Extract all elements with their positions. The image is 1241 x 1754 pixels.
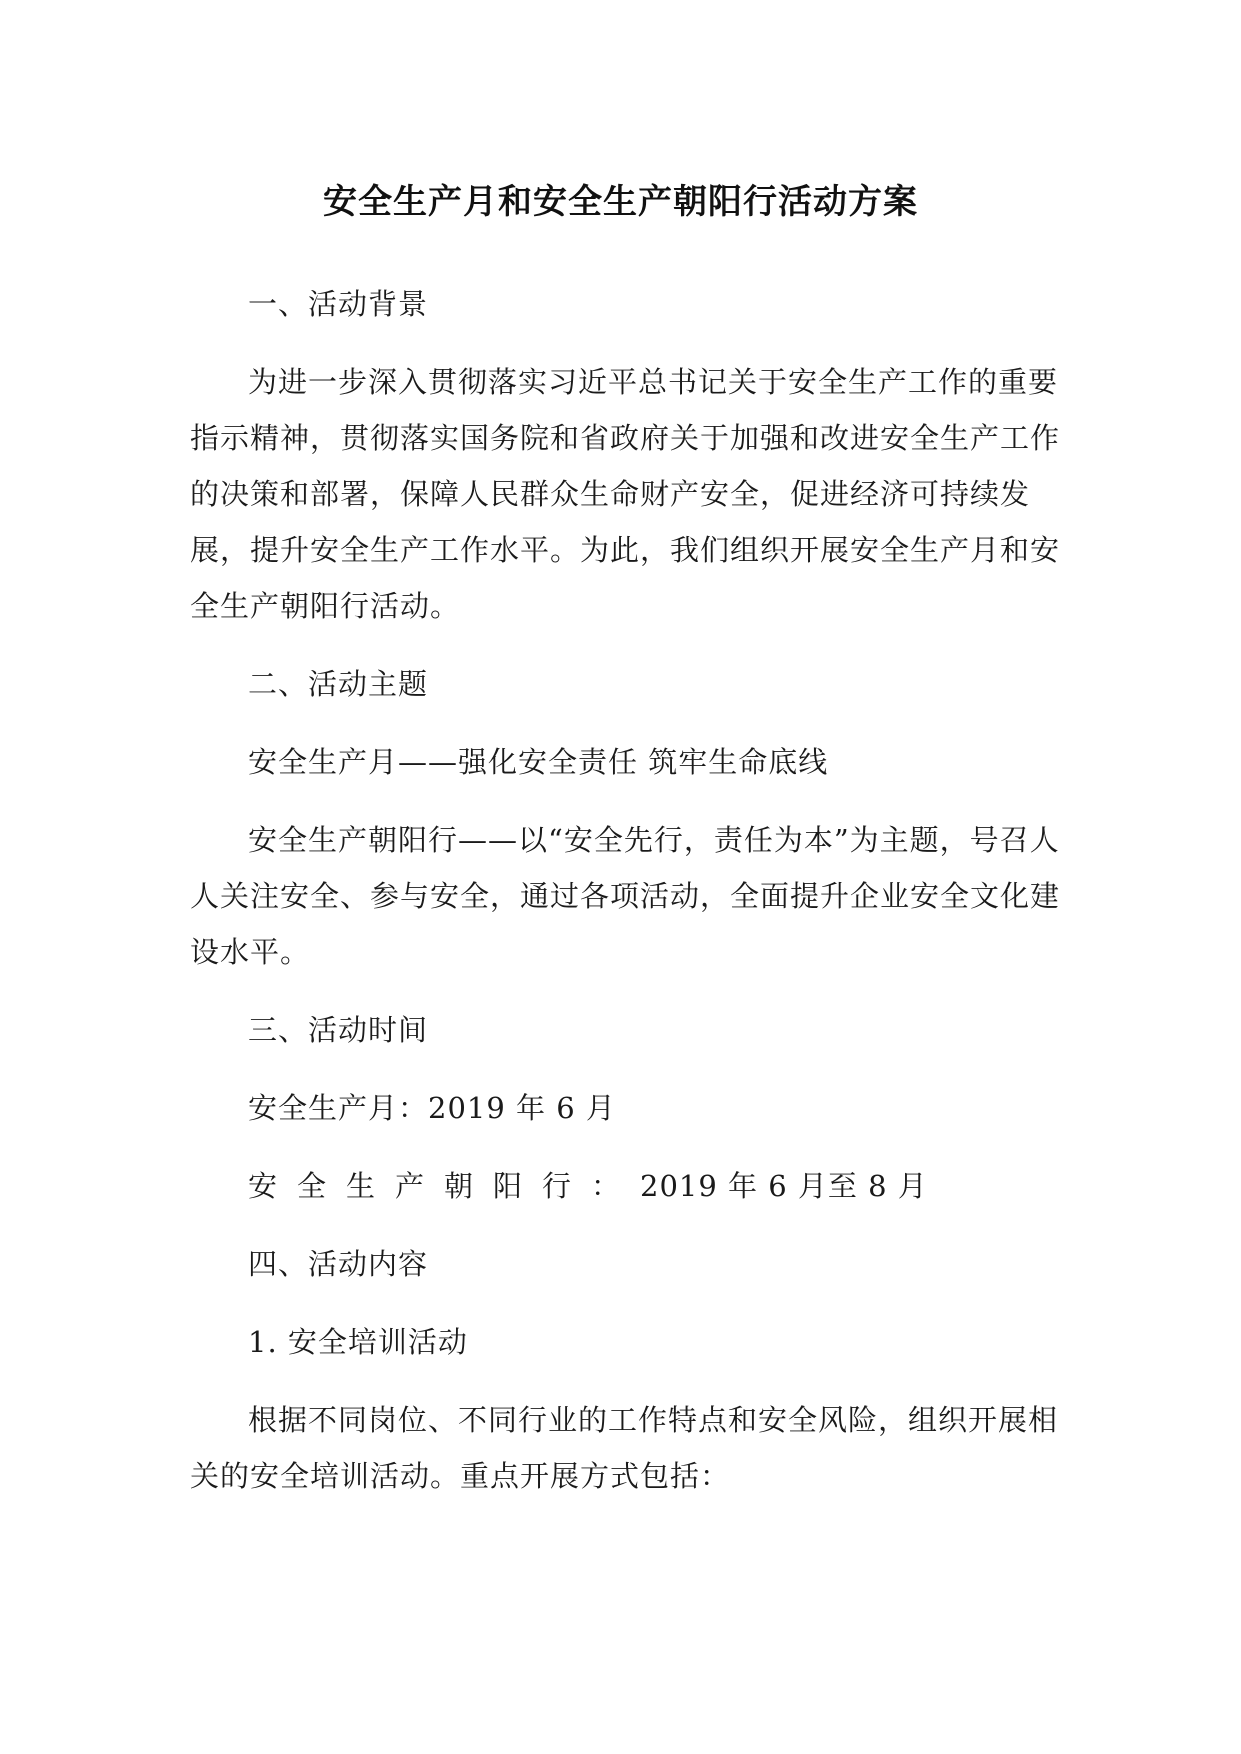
subsection-heading-training: 1. 安全培训活动 — [248, 1325, 468, 1359]
section-heading-time: 三、活动时间 — [248, 1013, 429, 1047]
paragraph-time-month: 安全生产月：2019 年 6 月 — [248, 1091, 616, 1125]
paragraph-time-chaoyang — [190, 1158, 1070, 1214]
time-chaoyang-value: 2019 年 6 月至 8 月 — [640, 1169, 928, 1203]
paragraph-training: 根据不同岗位、不同行业的工作特点和安全风险，组织开展相关的安全培训活动。重点开展方式包括： — [190, 1403, 1059, 1493]
paragraph-background: 为进一步深入贯彻落实习近平总书记关于安全生产工作的重要指示精神，贯彻落实国务院和省政府关于加强和改进安全生产工作的决策和部署，保障人民群众生命财产安全，促进经济可持续发展，提升安全生产工作水平。为此，我们组织开展安全生产月和安全生产朝阳行活动。 — [190, 365, 1061, 623]
time-chaoyang-label: 安全生产朝阳行： — [248, 1169, 641, 1203]
section-heading-content: 四、活动内容 — [248, 1247, 429, 1281]
paragraph-theme-month: 安全生产月——强化安全责任 筑牢生命底线 — [248, 745, 829, 779]
paragraph-theme-chaoyang: 安全生产朝阳行——以“安全先行，责任为本”为主题，号召人人关注安全、参与安全，通过各项活动，全面提升企业安全文化建设水平。 — [190, 823, 1061, 969]
document-title: 安全生产月和安全生产朝阳行活动方案 — [323, 182, 918, 222]
document-body — [190, 276, 1070, 1526]
section-heading-theme: 二、活动主题 — [248, 667, 429, 701]
section-heading-background: 一、活动背景 — [248, 287, 429, 321]
